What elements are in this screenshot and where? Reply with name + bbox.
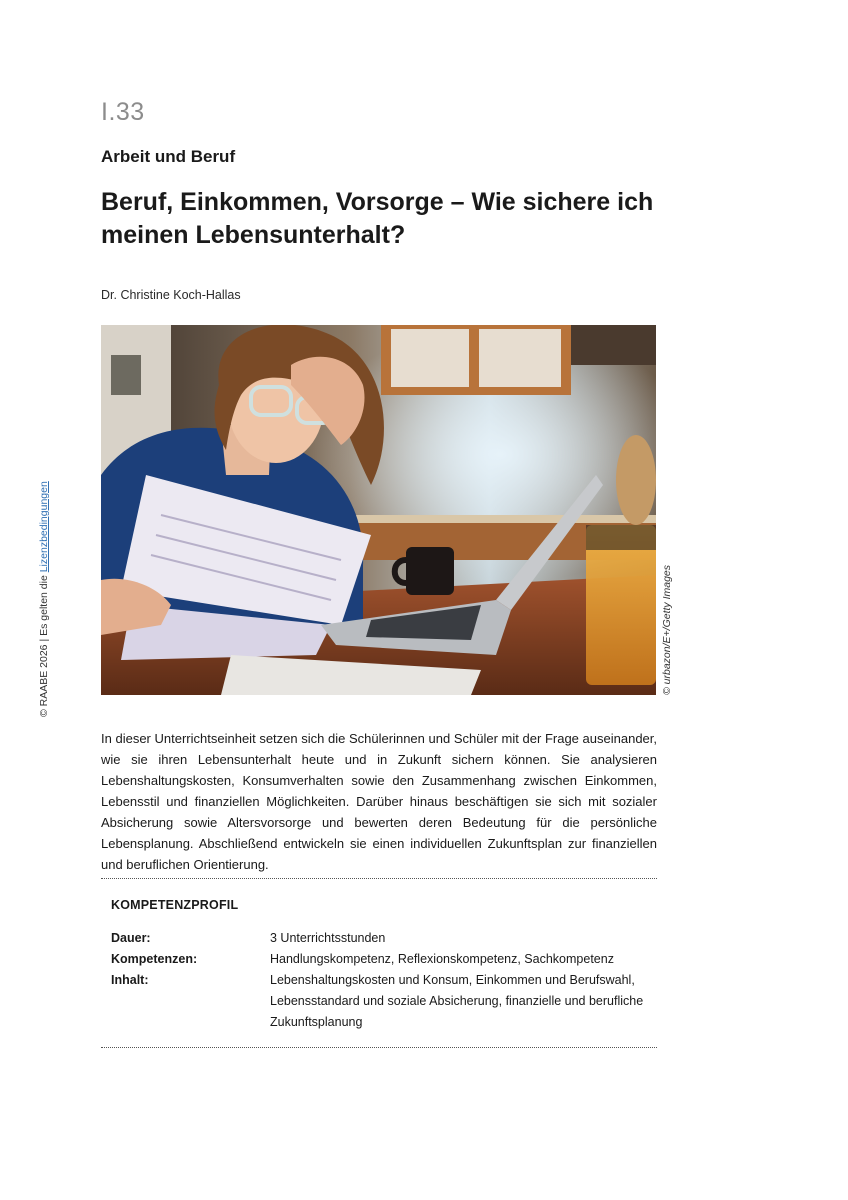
profile-row-content [111,970,651,1033]
divider-top [101,878,657,879]
profile-label: Dauer: [111,931,151,945]
profile-heading: KOMPETENZPROFIL [111,898,239,912]
cover-photo [101,325,656,695]
profile-label: Inhalt: [111,973,149,987]
page-title: Beruf, Einkommen, Vorsorge – Wie sichere ich meinen Lebensunterhalt? [101,188,654,249]
copyright-text: © RAABE 2026 | Es gelten die [38,572,50,717]
profile-value: 3 Unterrichtsstunden [270,931,386,945]
competence-profile [111,928,651,1033]
divider-bottom [101,1047,657,1048]
intro-paragraph: In dieser Unterrichtseinheit setzen sich die Schülerinnen und Schüler mit der Frage auseinander, wie sie ihren Lebensunterhalt heute und in Zukunft sichern können. Sie analysieren Lebenshaltungskosten, Konsumverhalten sowie den Zusammenhang zwischen Einkommen, Lebensstil und finanziellen Möglichkeiten. Darüber hinaus beschäftigen sie sich mit sozialer Absicherung sowie Altersvorsorge und bewerten deren Bedeutung für die persönliche Lebensplanung. Abschließend entwickeln sie einen individuellen Zukunftsplan zur finanziellen und beruflichen Orientierung. [101,731,657,872]
section-heading: Arbeit und Beruf [101,147,236,166]
unit-number: I.33 [101,98,145,126]
photo-credit: © urbazon/E+/Getty Images [661,564,673,695]
copyright-note [38,481,50,717]
profile-row-duration [111,928,651,949]
profile-label: Kompetenzen: [111,952,198,966]
author-name: Dr. Christine Koch-Hallas [101,288,241,302]
license-link[interactable]: Lizenzbedingungen [38,481,50,573]
profile-row-competences [111,949,651,970]
profile-value: Lebenshaltungskosten und Konsum, Einkommen und Berufswahl, Lebensstandard und soziale Absicherung, finanzielle und berufliche Zukunftsplanung [270,973,644,1029]
profile-value: Handlungskompetenz, Reflexionskompetenz, Sachkompetenz [270,952,614,966]
